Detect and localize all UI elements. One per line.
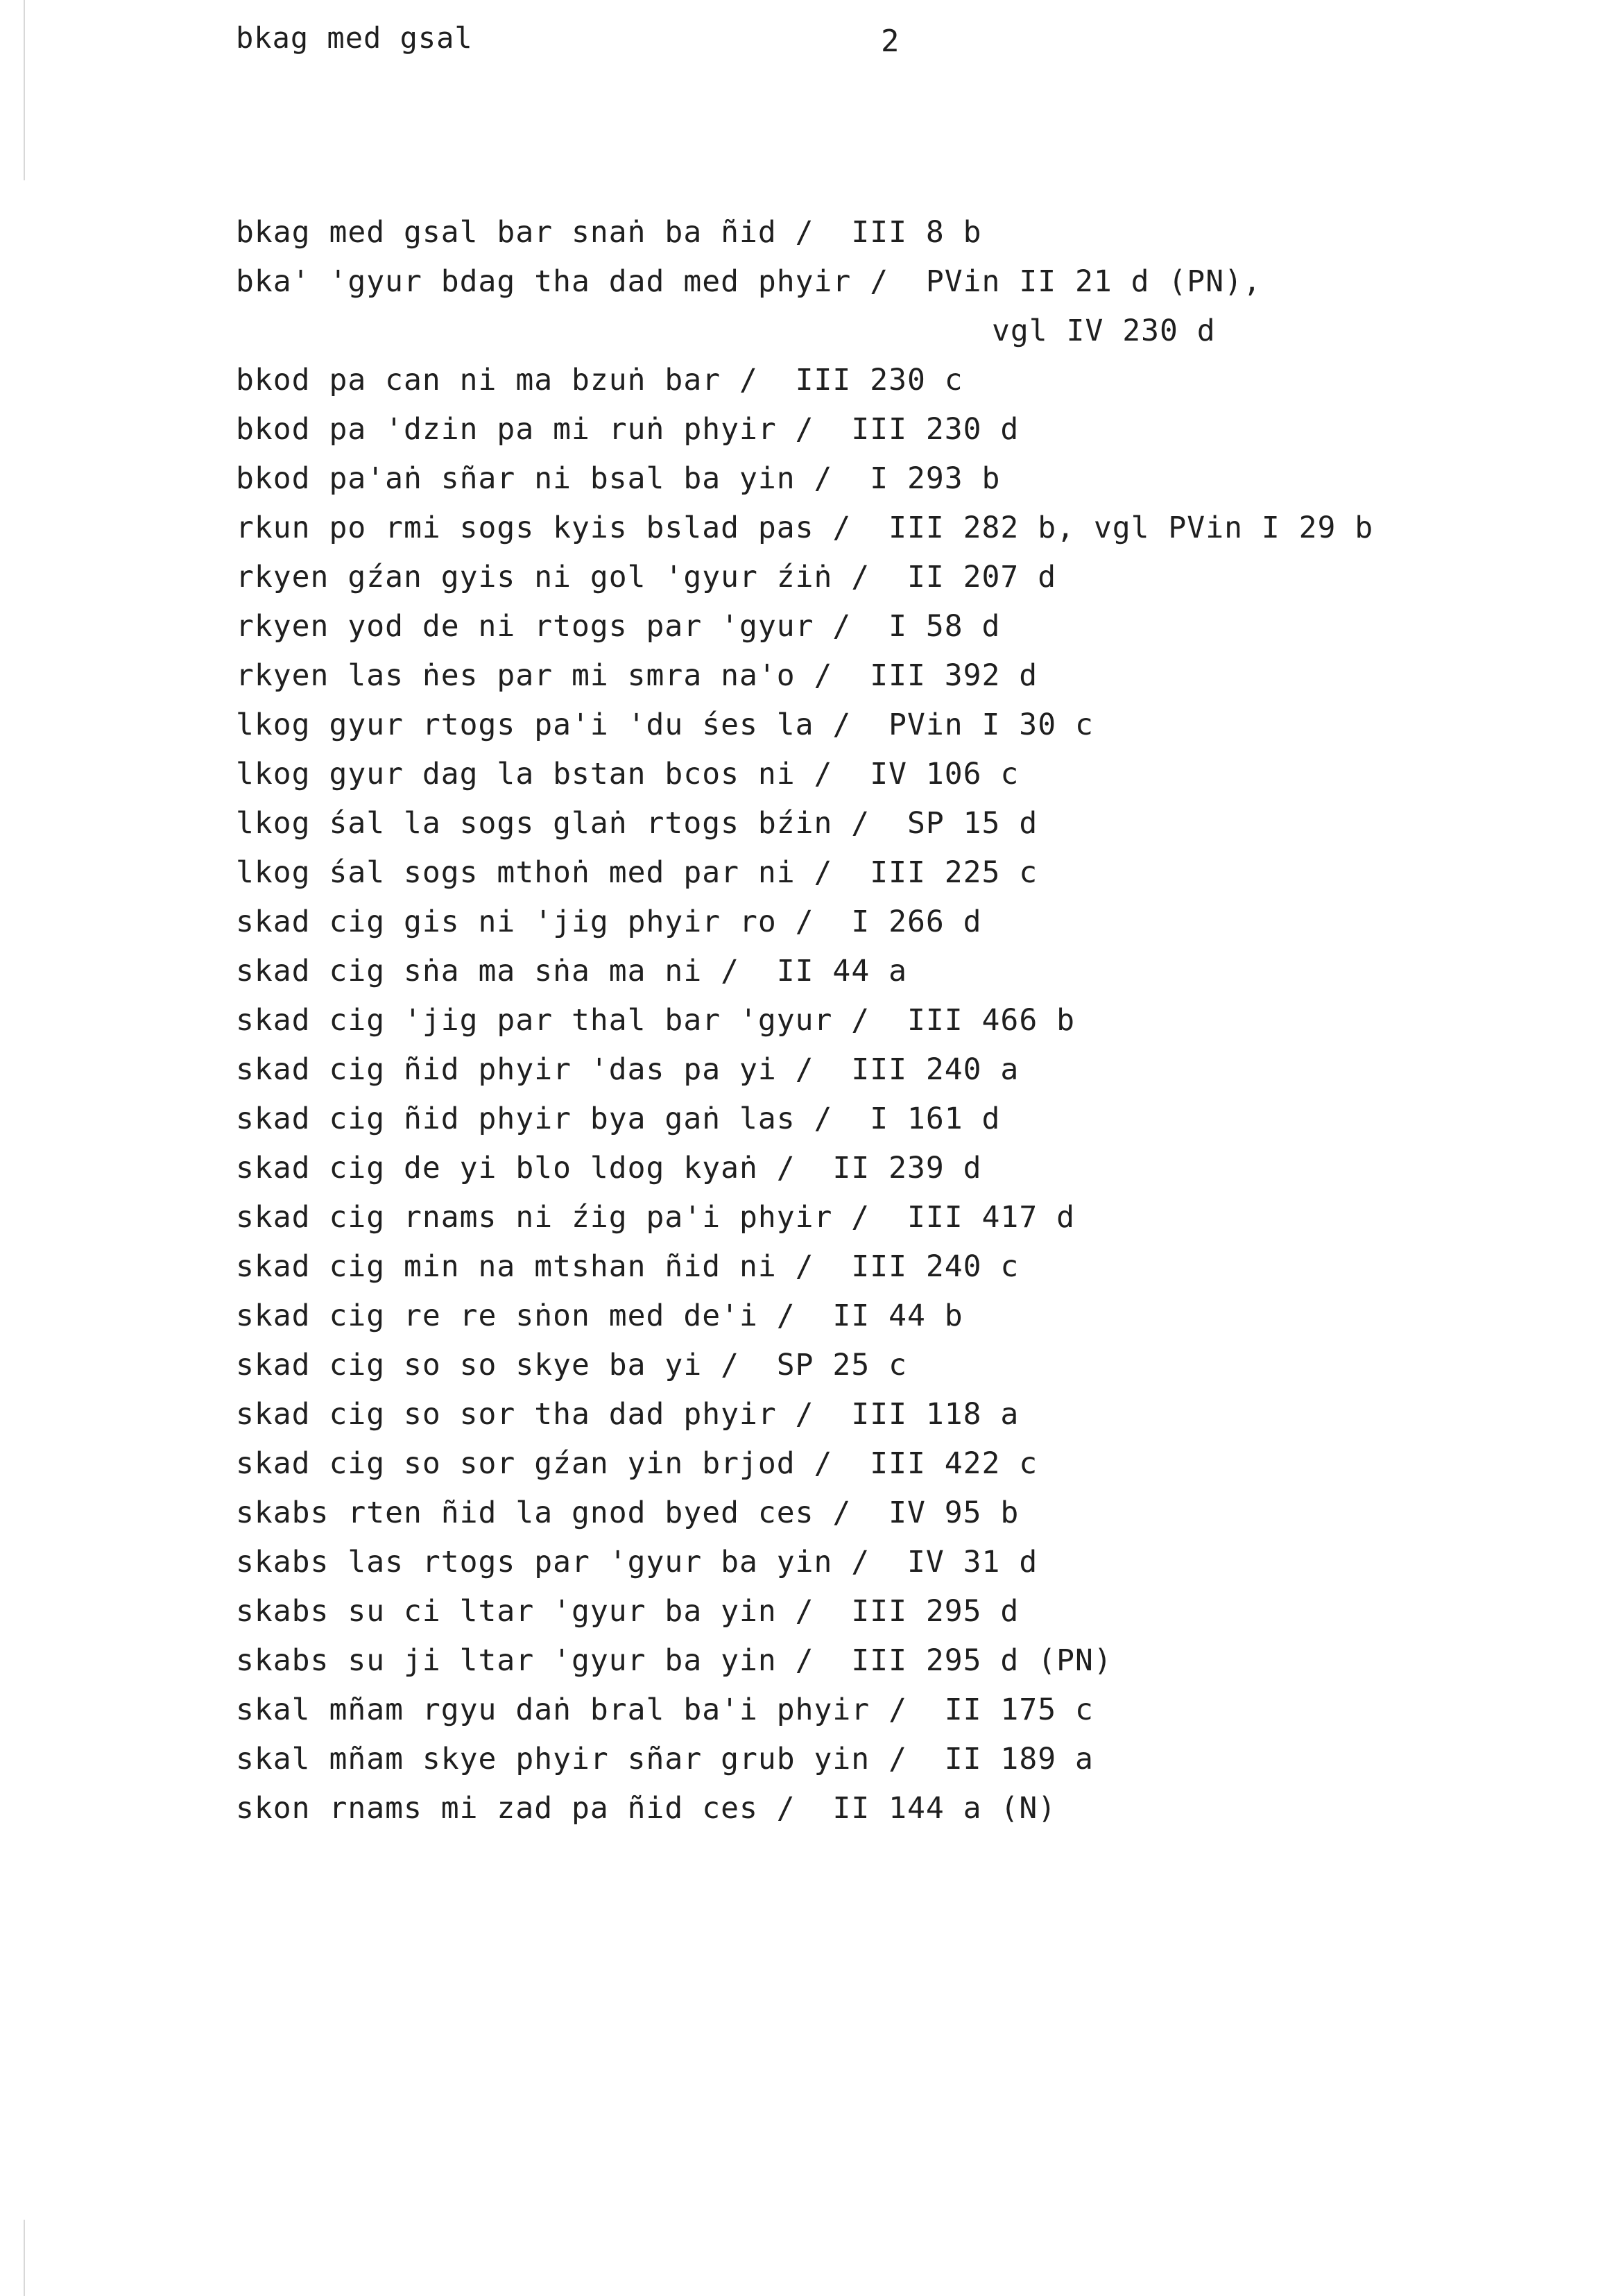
index-entry (236, 208, 1554, 257)
index-entry (236, 1193, 1554, 1242)
verse-text: bkod pa 'dzin pa mi ruṅ phyir / (236, 412, 814, 447)
index-entry (236, 1784, 1554, 1833)
verse-reference: III 118 a (851, 1397, 1020, 1432)
index-entry (236, 553, 1554, 602)
verse-text: skabs las rtogs par 'gyur ba yin / (236, 1545, 870, 1579)
index-entry (236, 1144, 1554, 1193)
verse-reference: PVin II 21 d (PN), (925, 264, 1262, 299)
verse-reference: I 161 d (870, 1102, 1001, 1136)
verse-reference: II 175 c (944, 1693, 1094, 1727)
verse-text: skad cig gis ni 'jig phyir ro / (236, 905, 814, 939)
verse-text: skad cig min na mtshan ñid ni / (236, 1249, 814, 1284)
verse-reference: SP 15 d (907, 806, 1038, 841)
index-entry (236, 1045, 1554, 1095)
verse-text: rkun po rmi sogs kyis bslad pas / (236, 511, 852, 545)
verse-reference: II 189 a (944, 1742, 1094, 1776)
verse-text: skal mñam skye phyir sñar grub yin / (236, 1742, 907, 1776)
verse-text: rkyen las ṅes par mi smra na'o / (236, 658, 833, 693)
verse-text: lkog śal sogs mthoṅ med par ni / (236, 855, 833, 890)
verse-reference: III 230 c (795, 363, 963, 397)
index-entry (236, 947, 1554, 996)
verse-reference: SP 25 c (776, 1348, 907, 1382)
index-entry (236, 504, 1554, 553)
verse-text: lkog gyur dag la bstan bcos ni / (236, 757, 833, 791)
left-margin-mark-bottom (24, 2220, 25, 2296)
verse-reference: II 239 d (832, 1151, 982, 1185)
verse-reference: PVin I 30 c (888, 708, 1094, 742)
verse-text: rkyen gźan gyis ni gol 'gyur źiṅ / (236, 560, 870, 594)
verse-text: skad cig rnams ni źig pa'i phyir / (236, 1200, 870, 1235)
index-entry (236, 454, 1554, 504)
verse-reference: III 8 b (851, 215, 982, 250)
index-entry (236, 1242, 1554, 1292)
verse-text: skad cig so sor tha dad phyir / (236, 1397, 814, 1432)
verse-reference: III 282 b, vgl PVin I 29 b (888, 511, 1374, 545)
verse-reference: II 44 b (832, 1299, 963, 1333)
verse-reference: IV 31 d (907, 1545, 1038, 1579)
verse-reference: III 240 a (851, 1052, 1020, 1087)
verse-reference: III 295 d (PN) (851, 1643, 1113, 1678)
index-entry (236, 1390, 1554, 1439)
verse-text: skad cig de yi blo ldog kyaṅ / (236, 1151, 796, 1185)
verse-reference: IV 95 b (888, 1496, 1020, 1530)
index-entry (236, 1538, 1554, 1587)
index-entry (236, 1587, 1554, 1636)
verse-reference: I 266 d (851, 905, 982, 939)
verse-reference: III 417 d (907, 1200, 1075, 1235)
verse-reference: I 58 d (888, 609, 1001, 644)
index-entry (236, 799, 1554, 848)
verse-reference: III 230 d (851, 412, 1020, 447)
verse-text: bka' 'gyur bdag tha dad med phyir / (236, 264, 889, 299)
page-number: 2 (881, 24, 900, 59)
index-entry (236, 996, 1554, 1045)
verse-reference: III 295 d (851, 1594, 1020, 1629)
index-entry (236, 602, 1554, 651)
running-title: bkag med gsal (236, 21, 473, 55)
verse-reference-continuation: vgl IV 230 d (992, 314, 1216, 348)
left-margin-mark (24, 0, 25, 180)
verse-text: skabs su ci ltar 'gyur ba yin / (236, 1594, 814, 1629)
verse-text: skad cig sṅa ma sṅa ma ni / (236, 954, 739, 988)
verse-text: rkyen yod de ni rtogs par 'gyur / (236, 609, 852, 644)
verse-text: skad cig 'jig par thal bar 'gyur / (236, 1003, 870, 1038)
verse-reference: III 466 b (907, 1003, 1075, 1038)
index-entry (236, 651, 1554, 701)
verse-reference: III 422 c (870, 1446, 1038, 1481)
verse-text: skabs rten ñid la gnod byed ces / (236, 1496, 852, 1530)
index-entry (236, 356, 1554, 405)
verse-reference: I 293 b (870, 461, 1001, 496)
verse-index-list (236, 208, 1554, 1833)
index-entry (236, 701, 1554, 750)
verse-reference: II 207 d (907, 560, 1057, 594)
index-entry (236, 1636, 1554, 1686)
verse-text: skal mñam rgyu daṅ bral ba'i phyir / (236, 1693, 907, 1727)
index-entry (236, 1341, 1554, 1390)
index-entry (236, 898, 1554, 947)
verse-reference: III 392 d (870, 658, 1038, 693)
verse-text: lkog śal la sogs glaṅ rtogs bźin / (236, 806, 870, 841)
verse-reference: II 144 a (N) (832, 1791, 1057, 1826)
index-entry (236, 1439, 1554, 1489)
index-entry (236, 1095, 1554, 1144)
index-entry (236, 405, 1554, 454)
verse-text: skabs su ji ltar 'gyur ba yin / (236, 1643, 814, 1678)
index-entry (236, 257, 1554, 307)
verse-text: skad cig so so skye ba yi / (236, 1348, 739, 1382)
index-entry (236, 1735, 1554, 1784)
verse-text: skad cig re re sṅon med de'i / (236, 1299, 796, 1333)
verse-text: skad cig so sor gźan yin brjod / (236, 1446, 833, 1481)
verse-text: lkog gyur rtogs pa'i 'du śes la / (236, 708, 852, 742)
index-entry (236, 1686, 1554, 1735)
verse-reference: III 240 c (851, 1249, 1020, 1284)
verse-text: skad cig ñid phyir 'das pa yi / (236, 1052, 814, 1087)
verse-text: bkag med gsal bar snaṅ ba ñid / (236, 215, 814, 250)
verse-text: bkod pa can ni ma bzuṅ bar / (236, 363, 758, 397)
verse-text: skad cig ñid phyir bya gaṅ las / (236, 1102, 833, 1136)
index-entry (236, 1292, 1554, 1341)
index-entry (236, 750, 1554, 799)
verse-text: skon rnams mi zad pa ñid ces / (236, 1791, 796, 1826)
index-entry (236, 1489, 1554, 1538)
index-entry (236, 848, 1554, 898)
verse-reference: IV 106 c (870, 757, 1020, 791)
verse-text: bkod pa'aṅ sñar ni bsal ba yin / (236, 461, 833, 496)
verse-reference: II 44 a (776, 954, 907, 988)
verse-reference: III 225 c (870, 855, 1038, 890)
